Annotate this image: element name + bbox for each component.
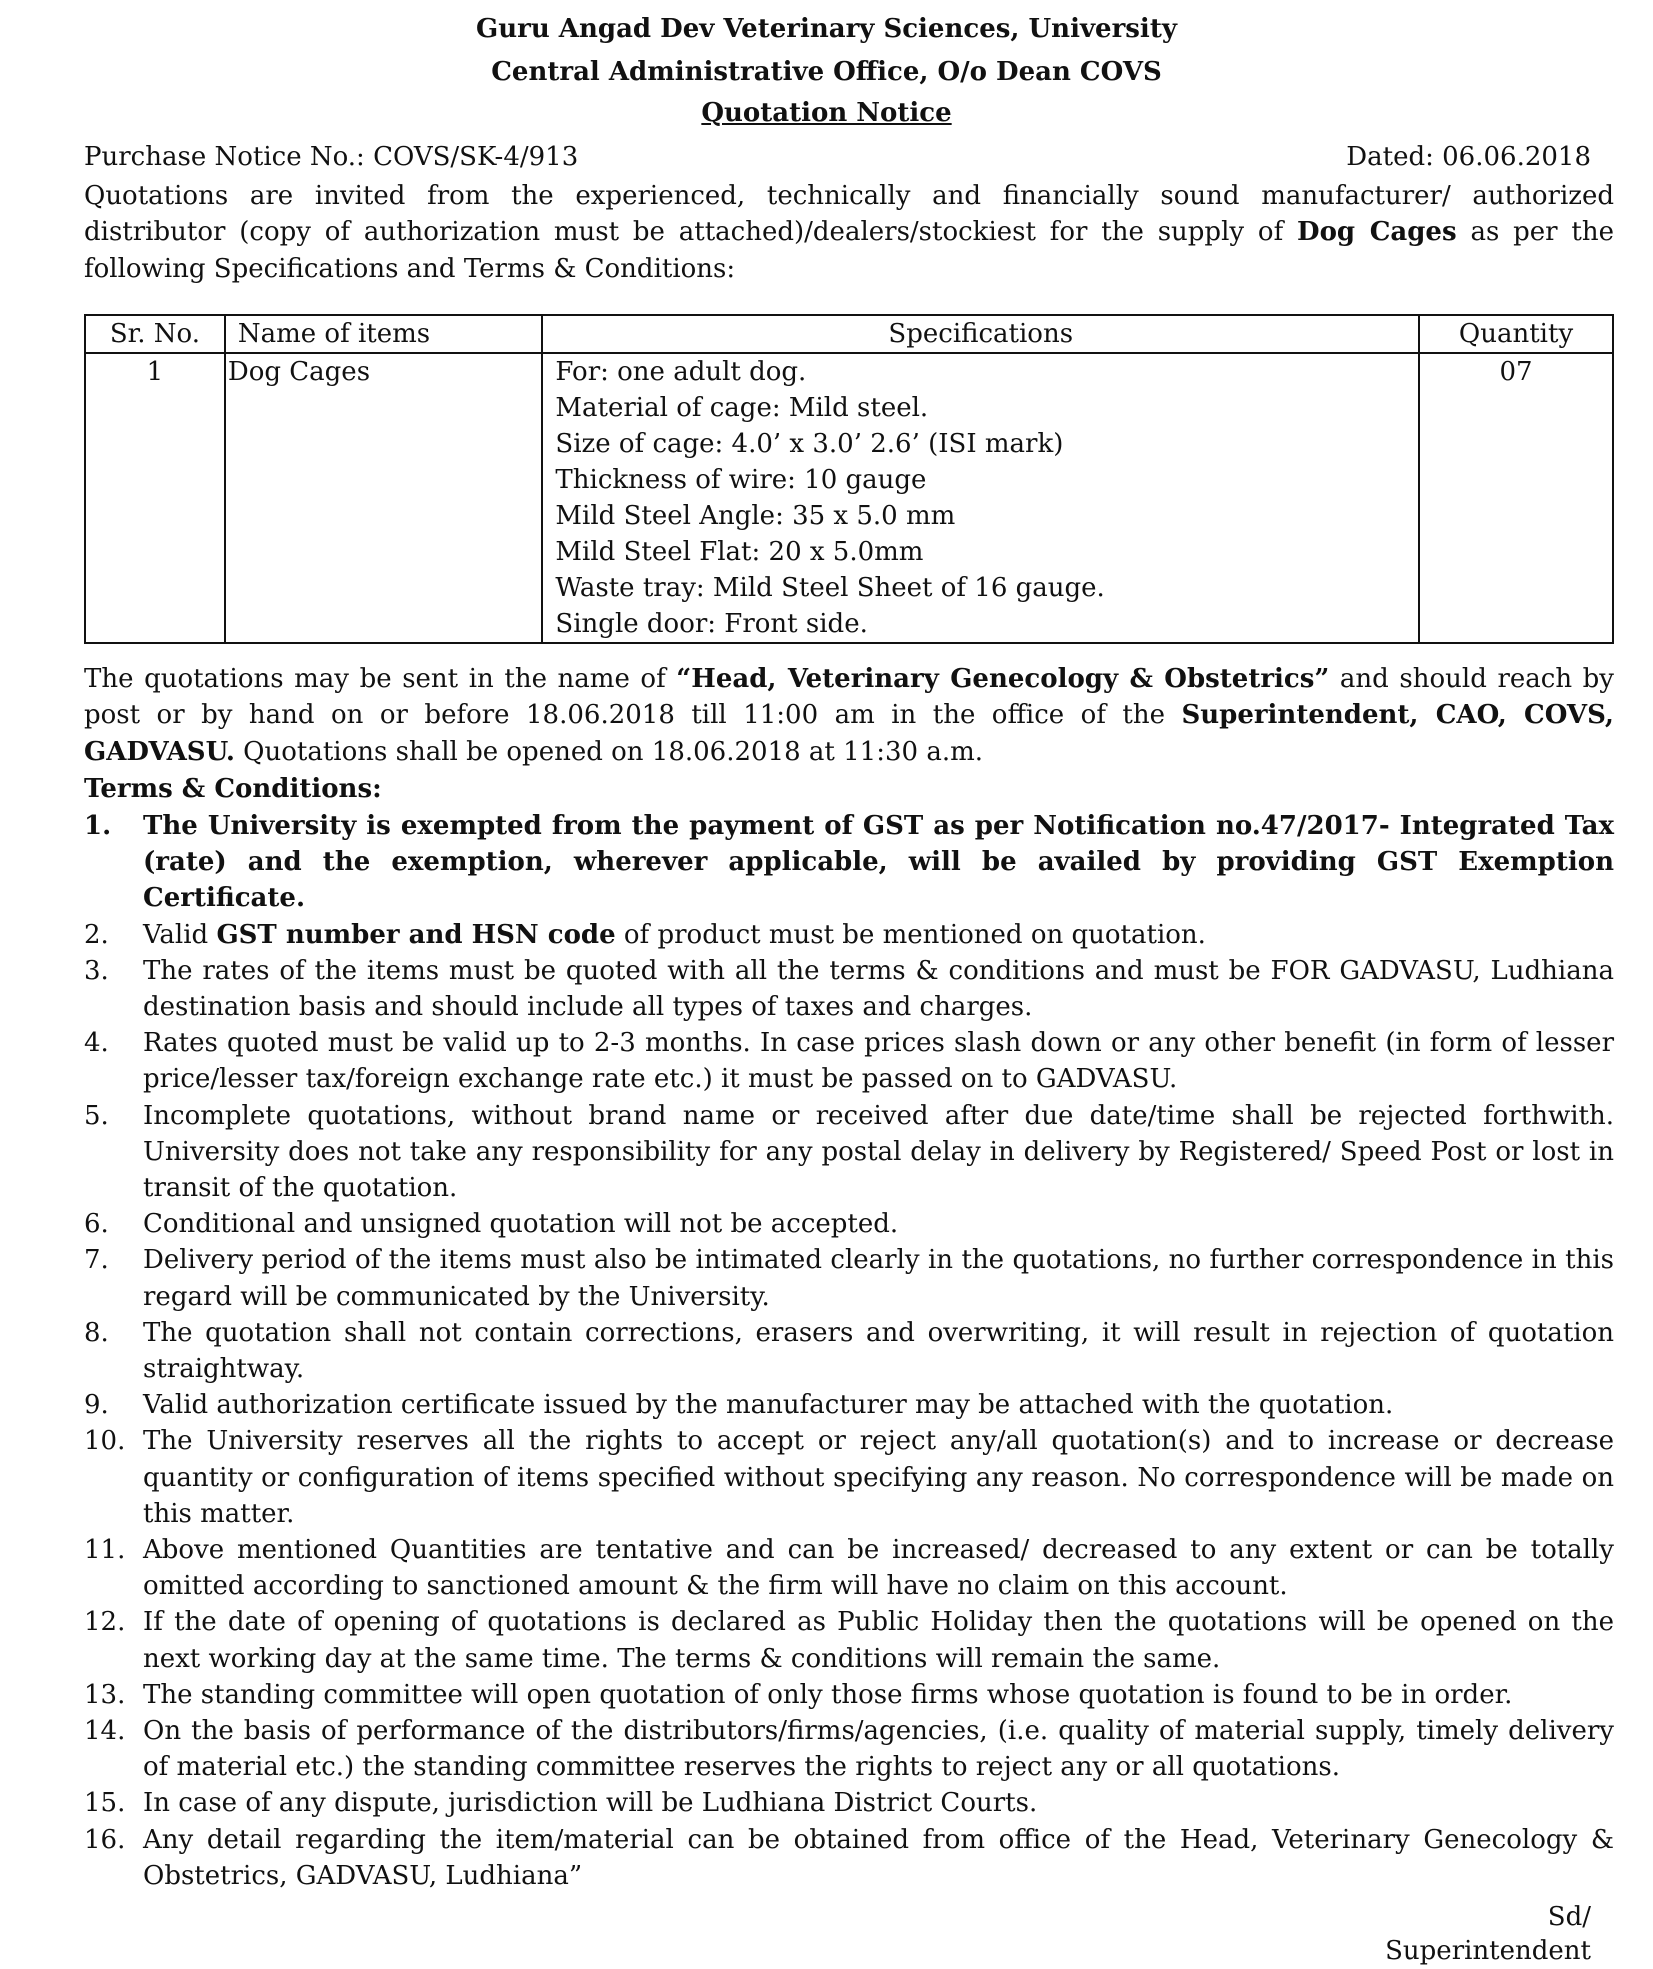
submission-text-3: Quotations shall be opened on 18.06.2018 at 11:30 a.m.	[234, 736, 984, 767]
term-text: On the basis of performance of the distributors/firms/agencies, (i.e. quality of material supply, timely delivery of material etc.) the standing committee reserves the rights to reject any or all quotations.	[143, 1716, 1614, 1783]
list-item	[84, 1604, 1614, 1676]
term-text: Conditional and unsigned quotation will not be accepted.	[143, 1209, 899, 1240]
intro-text-2: as per the following Specifications and Terms & Conditions:	[84, 217, 1614, 284]
spec-line: Mild Steel Flat: 20 x 5.0mm	[555, 537, 924, 567]
list-item	[84, 953, 1614, 1025]
term-number: 1.	[84, 811, 112, 841]
term-number: 12.	[84, 1607, 126, 1638]
term-text: The standing committee will open quotation of only those firms whose quotation is found to be in order.	[143, 1679, 1513, 1710]
term-text: Above mentioned Quantities are tentative and can be increased/ decreased to any extent or can be totally omitted according to sanctioned amount & the firm will have no claim on this account.	[143, 1535, 1614, 1602]
list-item	[84, 1532, 1614, 1604]
term-text: The University reserves all the rights to accept or reject any/all quotation(s) and to increase or decrease quantity or configuration of items specified without specifying any reason. No correspondence will be made on this matter.	[143, 1426, 1614, 1529]
term-number: 13.	[84, 1679, 126, 1710]
term-text: of product must be mentioned on quotation.	[615, 919, 1206, 950]
header-sr-no: Sr. No.	[85, 315, 225, 353]
term-number: 15.	[84, 1788, 126, 1819]
notice-title: Quotation Notice	[701, 98, 952, 128]
header-name-of-items: Name of items	[225, 315, 543, 353]
intro-item-name: Dog Cages	[1297, 217, 1457, 248]
intro-text-1: Quotations are invited from the experienced, technically and financially sound manufacturer/ authorized distributor (copy of authorization must be attached)/dealers/stockiest for the supply of	[84, 181, 1614, 248]
term-text: The University is exempted from the payment of GST as per Notification no.47/2017- Integrated Tax (rate) and the exemption, wherever applicable, will be availed by providing GST Exemption Certificate.	[143, 811, 1614, 914]
term-text: Valid	[143, 919, 217, 950]
list-item	[84, 917, 1614, 953]
university-name: Guru Angad Dev Veterinary Sciences, University	[476, 14, 1177, 44]
notice-date: Dated: 06.06.2018	[1346, 142, 1591, 172]
list-item	[84, 1025, 1614, 1097]
term-number: 4.	[84, 1028, 109, 1059]
table-header-row	[85, 315, 1613, 353]
intro-paragraph	[84, 178, 1614, 287]
list-item	[84, 1387, 1614, 1423]
list-item	[84, 1713, 1614, 1785]
list-item	[84, 1206, 1614, 1242]
list-item	[84, 1822, 1614, 1894]
term-number: 9.	[84, 1390, 109, 1421]
terms-title: Terms & Conditions:	[84, 774, 382, 804]
term-text: Rates quoted must be valid up to 2-3 months. In case prices slash down or any other benefit (in form of lesser price/lesser tax/foreign exchange rate etc.) it must be passed on to GADVASU.	[143, 1028, 1614, 1095]
spec-line: Single door: Front side.	[555, 609, 868, 639]
list-item	[84, 1315, 1614, 1387]
spec-line: Waste tray: Mild Steel Sheet of 16 gauge.	[555, 573, 1105, 603]
term-number: 8.	[84, 1317, 109, 1348]
submission-office: Superintendent, CAO, COVS, GADVASU.	[84, 700, 1614, 767]
term-number: 14.	[84, 1716, 126, 1747]
term-number: 2.	[84, 919, 109, 950]
cell-specifications	[542, 353, 1419, 643]
submission-text-1: The quotations may be sent in the name of	[84, 664, 677, 694]
term-number: 5.	[84, 1100, 109, 1131]
list-item	[84, 808, 1614, 917]
list-item	[84, 1677, 1614, 1713]
list-item	[84, 1785, 1614, 1821]
term-number: 3.	[84, 955, 109, 986]
term-number: 16.	[84, 1824, 126, 1855]
term-number: 6.	[84, 1209, 109, 1240]
items-table	[84, 314, 1614, 644]
submission-addressee: “Head, Veterinary Genecology & Obstetrics”	[676, 664, 1330, 694]
spec-line: For: one adult dog.	[555, 357, 807, 387]
term-text: Valid authorization certificate issued by the manufacturer may be attached with the quotation.	[143, 1390, 1394, 1421]
table-row	[85, 353, 1613, 643]
cell-sr-no: 1	[85, 353, 225, 643]
spec-line: Mild Steel Angle: 35 x 5.0 mm	[555, 501, 956, 531]
list-item	[84, 1098, 1614, 1207]
term-text: Delivery period of the items must also be intimated clearly in the quotations, no further correspondence in this regard will be communicated by the University.	[143, 1245, 1614, 1312]
cell-quantity: 07	[1419, 353, 1613, 643]
header-specifications: Specifications	[542, 315, 1419, 353]
signature-sd: Sd/	[1547, 1902, 1591, 1932]
term-text: The quotation shall not contain corrections, erasers and overwriting, it will result in rejection of quotation straightway.	[143, 1317, 1614, 1385]
term-number: 7.	[84, 1245, 109, 1276]
submission-text-2: and should reach by post or by hand on or before 18.06.2018 till 11:00 am in the office of the	[84, 664, 1614, 731]
office-name: Central Administrative Office, O/o Dean COVS	[491, 57, 1162, 87]
term-number: 11.	[84, 1535, 126, 1566]
cell-item-name: Dog Cages	[225, 353, 543, 643]
signature-title: Superintendent	[1385, 1936, 1591, 1966]
header-quantity: Quantity	[1419, 315, 1613, 353]
submission-paragraph	[84, 661, 1614, 770]
term-number: 10.	[84, 1426, 126, 1457]
term-text: Incomplete quotations, without brand name or received after due date/time shall be rejected forthwith. University does not take any responsibility for any postal delay in delivery by Registered/ Speed Post or lost in transit of the quotation.	[143, 1100, 1614, 1204]
term-text: In case of any dispute, jurisdiction will be Ludhiana District Courts.	[143, 1788, 1038, 1819]
spec-line: Thickness of wire: 10 gauge	[555, 465, 927, 495]
term-text: Any detail regarding the item/material can be obtained from office of the Head, Veterinary Genecology & Obstetrics, GADVASU, Ludhiana”	[143, 1824, 1614, 1891]
list-item	[84, 1423, 1614, 1532]
purchase-notice-number: Purchase Notice No.: COVS/SK-4/913	[84, 142, 579, 172]
terms-list	[84, 808, 1614, 1894]
term-text: If the date of opening of quotations is declared as Public Holiday then the quotations will be opened on the next working day at the same time. The terms & conditions will remain the same.	[143, 1607, 1614, 1674]
list-item	[84, 1242, 1614, 1314]
term-text: The rates of the items must be quoted with all the terms & conditions and must be FOR GADVASU, Ludhiana destination basis and should include all types of taxes and charges.	[143, 955, 1614, 1023]
spec-line: Size of cage: 4.0’ x 3.0’ 2.6’ (ISI mark)	[555, 429, 1064, 459]
spec-line: Material of cage: Mild steel.	[555, 393, 929, 423]
term-text-bold: GST number and HSN code	[216, 919, 616, 950]
